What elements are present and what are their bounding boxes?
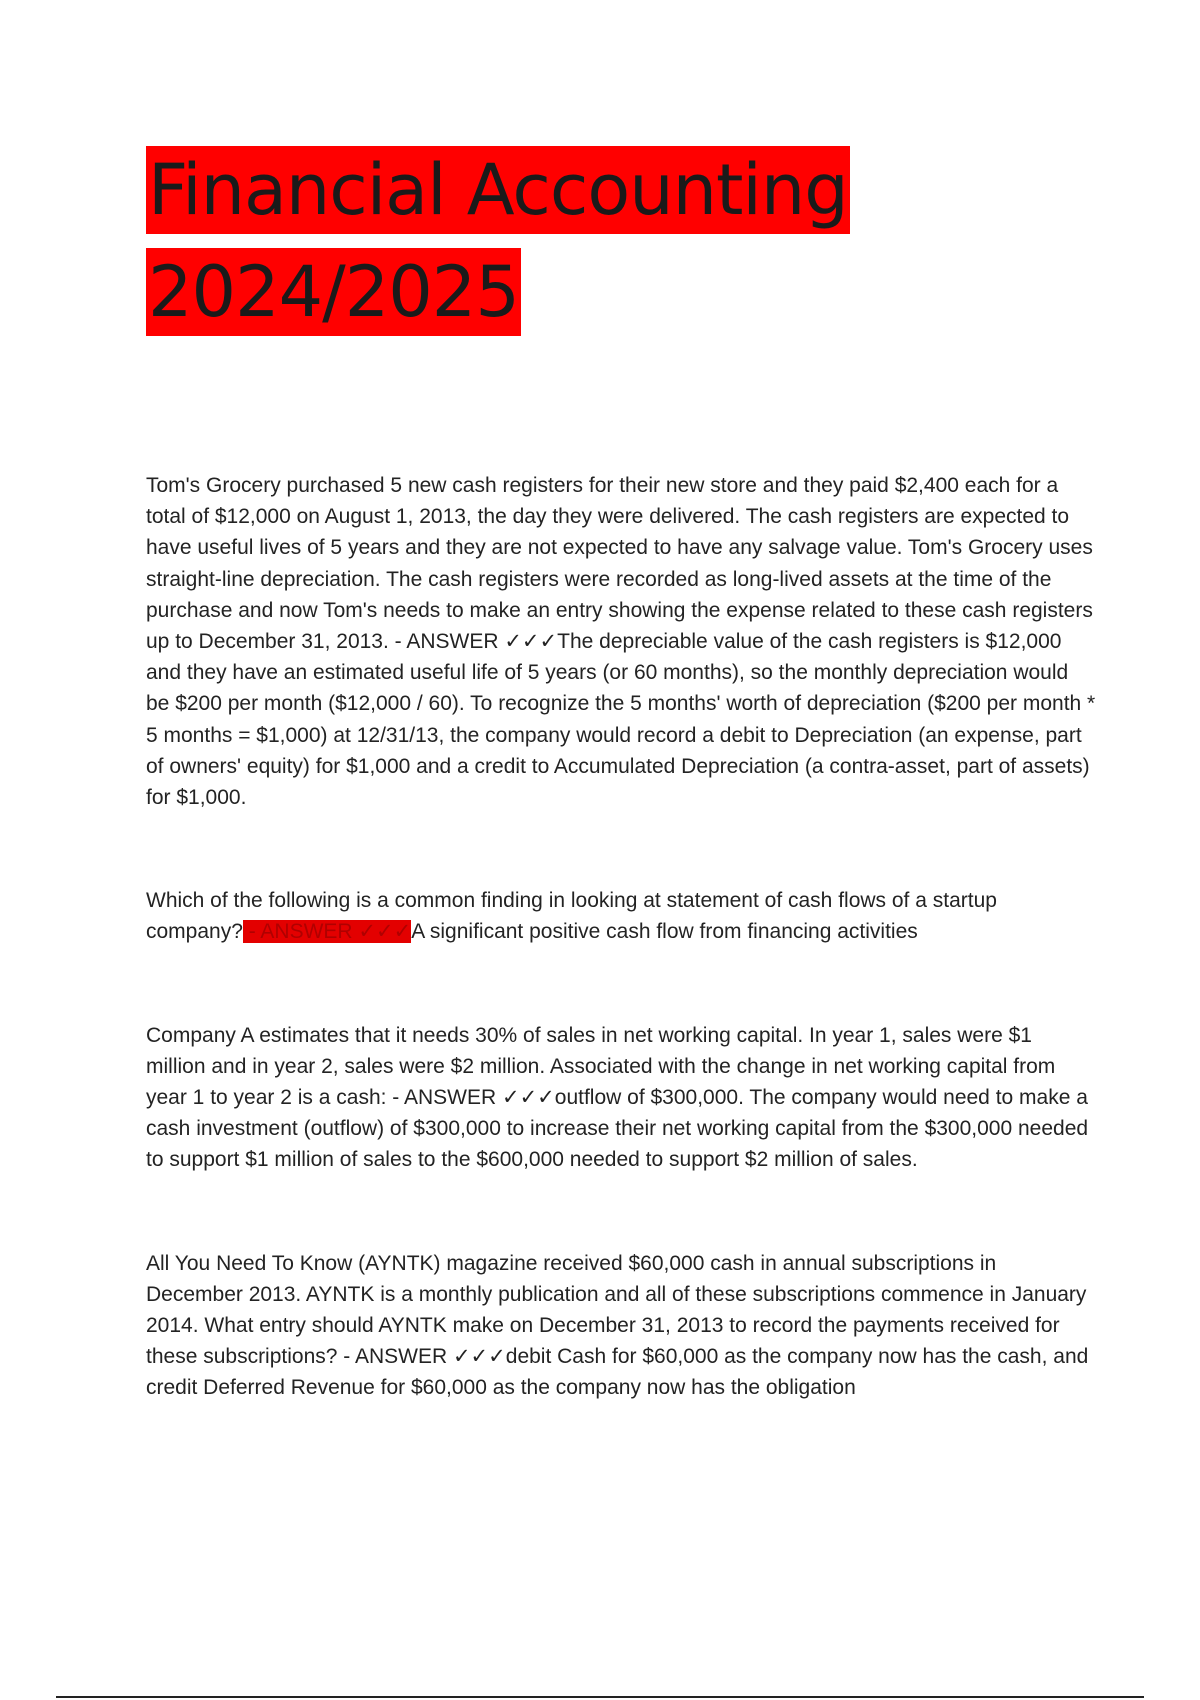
- answer-text: debit Cash for $60,000 as the company now has the cash, and credit Deferred Revenue for $60,000 as the company now has the obligation: [146, 1345, 1089, 1400]
- qa-item-1: [146, 470, 1096, 813]
- qa-item-2: [146, 885, 1096, 947]
- qa-list: [146, 470, 1096, 1404]
- answer-marker: - ANSWER ✓✓✓: [337, 1345, 506, 1369]
- document-title: [146, 146, 850, 336]
- answer-text: The depreciable value of the cash registers is $12,000 and they have an estimated useful life of 5 years (or 60 months), so the monthly depreciation would be $200 per month ($12,000 / 60). To recognize the 5 months' worth of depreciation ($200 per month * 5 months = $1,000) at 12/31/13, the company would record a debit to Depreciation (an expense, part of owners' equity) for $1,000 and a credit to Accumulated Depreciation (a contra-asset, part of assets) for $1,000.: [146, 630, 1096, 810]
- answer-text: outflow of $300,000. The company would need to make a cash investment (outflow) of $300,000 to increase their net working capital from the $300,000 needed to support $1 million of sales to the $600,000 needed to support $2 million of sales.: [146, 1086, 1089, 1172]
- page-bottom-rule: [56, 1696, 1144, 1698]
- question-text: Tom's Grocery purchased 5 new cash registers for their new store and they paid $2,400 each for a total of $12,000 on August 1, 2013, the day they were delivered. The cash registers are expected to have useful lives of 5 years and they are not expected to have any salvage value. Tom's Grocery uses straight-line depreciation. The cash registers were recorded as long-lived assets at the time of the purchase and now Tom's needs to make an entry showing the expense related to these cash registers up to December 31, 2013.: [146, 474, 1093, 654]
- question-text: All You Need To Know (AYNTK) magazine received $60,000 cash in annual subscriptions in December 2013. AYNTK is a monthly publication and all of these subscriptions commence in January 2014. What entry should AYNTK make on December 31, 2013 to record the payments received for these subscriptions?: [146, 1251, 1087, 1369]
- question-text: Company A estimates that it needs 30% of sales in net working capital. In year 1, sales were $1 million and in year 2, sales were $2 million. Associated with the change in net working capital from year 1 to year 2 is a cash:: [146, 1023, 1056, 1110]
- answer-marker-highlighted: - ANSWER ✓✓✓: [242, 920, 412, 944]
- question-text: Which of the following is a common finding in looking at statement of cash flows of a startup company?: [146, 889, 997, 944]
- answer-text: A significant positive cash flow from financing activities: [411, 920, 918, 944]
- title-line-2: 2024/2025: [146, 248, 521, 336]
- title-line-1: Financial Accounting: [146, 146, 850, 234]
- answer-marker: - ANSWER ✓✓✓: [388, 630, 558, 654]
- answer-marker: - ANSWER ✓✓✓: [386, 1086, 555, 1110]
- qa-item-3: [146, 1020, 1096, 1176]
- qa-item-4: [146, 1248, 1096, 1404]
